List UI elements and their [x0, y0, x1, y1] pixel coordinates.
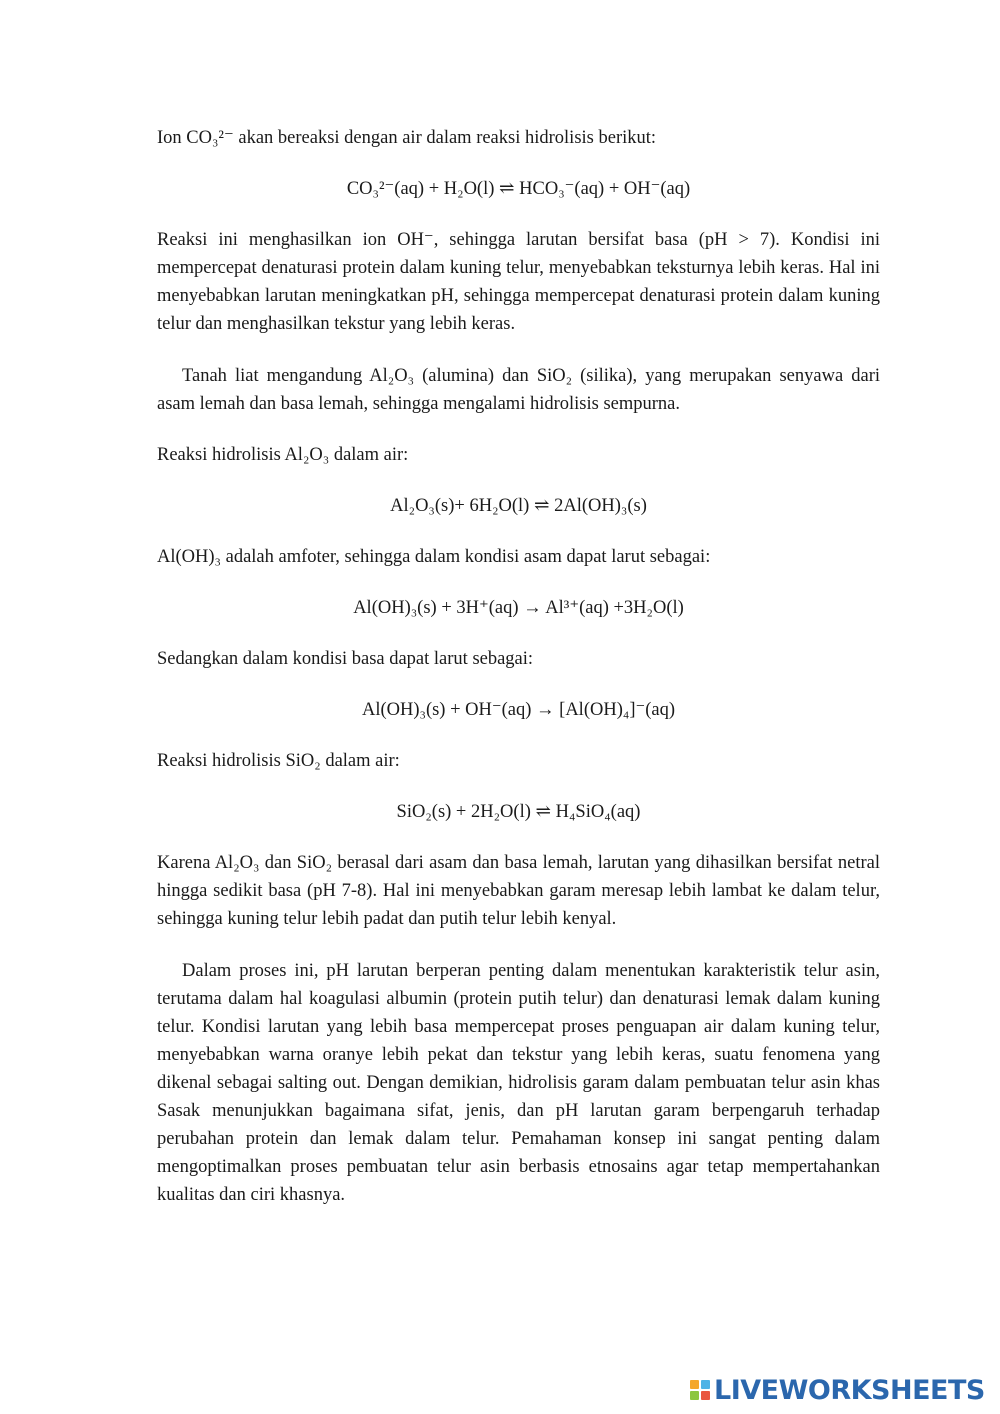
paragraph-al2o3-heading: Reaksi hidrolisis Al₂O₃ dalam air: [157, 445, 409, 465]
equation-base-dissolution: Al(OH)₃(s) + OH⁻(aq) → [Al(OH)₄]⁻(aq) [361, 700, 676, 720]
equation-acid-dissolution: Al(OH)₃(s) + 3H⁺(aq) → Al³⁺(aq) +3H₂O(l) [353, 598, 684, 618]
document-body [157, 124, 880, 1209]
paragraph-neutral-result: Karena Al₂O₃ dan SiO₂ berasal dari asam dan basa lemah, larutan yang dihasilkan bersifat netral hingga sedikit basa (pH 7-8). Hal ini menyebabkan garam meresap lebih lambat ke dalam telur, sehingga kuning telur lebih padat dan putih telur lebih kenyal. [157, 853, 880, 929]
paragraph-base-condition: Sedangkan dalam kondisi basa dapat larut sebagai: [157, 649, 534, 669]
paragraph-sio2-heading: Reaksi hidrolisis SiO₂ dalam air: [157, 751, 400, 771]
equation-al2o3-hydrolysis: Al₂O₃(s)+ 6H₂O(l) ⇌ 2Al(OH)₃(s) [390, 496, 647, 516]
liveworksheets-logo[interactable] [690, 1374, 985, 1406]
logo-text: LIVEWORKSHEETS [714, 1374, 985, 1406]
paragraph-oh-effect: Reaksi ini menghasilkan ion OH⁻, sehingga larutan bersifat basa (pH > 7). Kondisi ini mempercepat denaturasi protein dalam kuning telur, menyebabkan teksturnya lebih keras. Hal ini menyebabkan larutan meningkatkan pH, sehingga mempercepat denaturasi protein dalam kuning telur dan menghasilkan tekstur yang lebih keras. [157, 230, 880, 334]
equation-sio2-hydrolysis: SiO₂(s) + 2H₂O(l) ⇌ H₄SiO₄(aq) [396, 802, 641, 822]
paragraph-clay: Tanah liat mengandung Al₂O₃ (alumina) dan SiO₂ (silika), yang merupakan senyawa dari asam lemah dan basa lemah, sehingga mengalami hidrolisis sempurna. [157, 366, 880, 414]
paragraph-conclusion: Dalam proses ini, pH larutan berperan penting dalam menentukan karakteristik telur asin, terutama dalam hal koagulasi albumin (protein putih telur) dan denaturasi lemak dalam kuning telur. Kondisi larutan yang lebih basa mempercepat proses penguapan air dalam kuning telur, menyebabkan warna oranye lebih pekat dan tekstur yang lebih keras, suatu fenomena yang dikenal sebagai salting out. Dengan demikian, hidrolisis garam dalam pembuatan telur asin khas Sasak menunjukkan bagaimana sifat, jenis, dan pH larutan garam berpengaruh terhadap perubahan protein dan lemak dalam telur. Pemahaman konsep ini sangat penting dalam mengoptimalkan proses pembuatan telur asin berbasis etnosains agar tetap mempertahankan kualitas dan ciri khasnya. [157, 961, 880, 1205]
paragraph-amphoteric: Al(OH)₃ adalah amfoter, sehingga dalam kondisi asam dapat larut sebagai: [157, 547, 711, 567]
liveworksheets-logo-icon [690, 1380, 710, 1400]
equation-carbonate-hydrolysis: CO₃²⁻(aq) + H₂O(l) ⇌ HCO₃⁻(aq) + OH⁻(aq) [346, 179, 691, 199]
paragraph-intro: Ion CO₃²⁻ akan bereaksi dengan air dalam reaksi hidrolisis berikut: [157, 128, 657, 148]
